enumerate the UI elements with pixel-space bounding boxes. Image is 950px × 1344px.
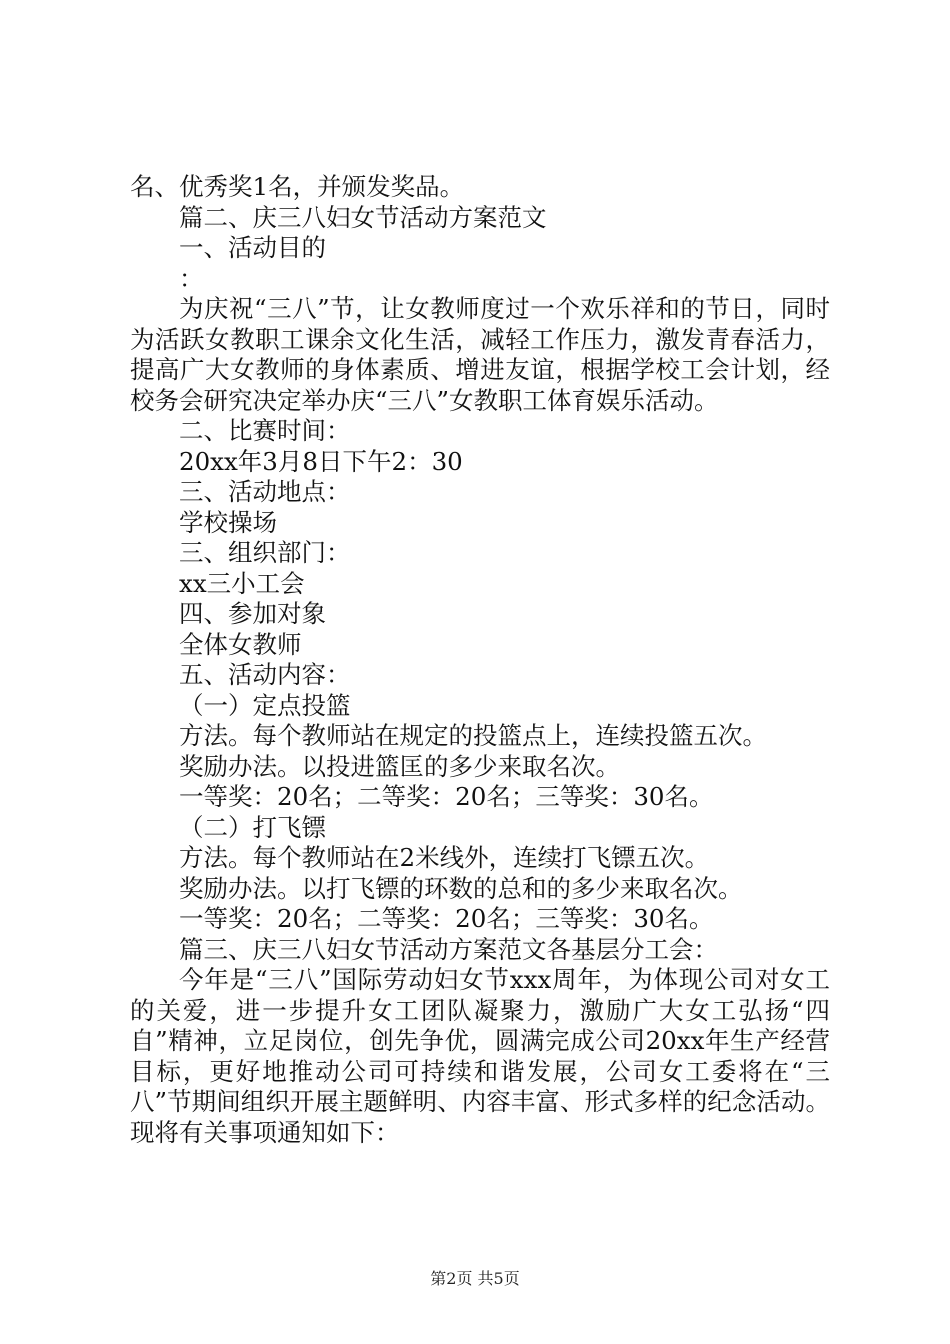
text-line: xx三小工会 — [179, 568, 305, 598]
section-heading: 篇三、庆三八妇女节活动方案范文各基层分工会： — [179, 934, 718, 964]
text-line: ： — [179, 263, 204, 293]
text-line: 20xx年3月8日下午2：30 — [179, 446, 463, 476]
subsection-heading: （二）打飞镖 — [179, 812, 326, 842]
body-paragraph: 为庆祝“三八”节，让女教师度过一个欢乐祥和的节日，同时为活跃女教职工课余文化生活，减轻工作压力，激发青春活力，提高广大女教师的身体素质、增进友谊，根据学校工会计划，经校务会研究决定举办庆“三八”女教职工体育娱乐活动。 — [130, 294, 830, 415]
page-footer: 第2页 共5页 — [430, 1269, 520, 1288]
text-line: 一等奖：20名；二等奖：20名；三等奖：30名。 — [179, 904, 714, 933]
section-heading: 篇二、庆三八妇女节活动方案范文 — [179, 202, 547, 232]
section-heading: 五、活动内容： — [179, 660, 351, 689]
text-line: 奖励办法。以打飞镖的环数的总和的多少来取名次。 — [179, 873, 743, 903]
text-line: 方法。每个教师站在规定的投篮点上，连续投篮五次。 — [179, 721, 767, 750]
text-line: 方法。每个教师站在2米线外，连续打飞镖五次。 — [179, 843, 710, 872]
section-heading: 四、参加对象 — [179, 599, 326, 628]
body-paragraph: 今年是“三八”国际劳动妇女节xxx周年，为体现公司对女工的关爱，进一步提升女工团队凝聚力，激励广大女工弘扬“四自”精神，立足岗位，创先争优，圆满完成公司20xx年生产经营目标，更好地推动公司可持续和谐发展，公司女工委将在“三八”节期间组织开展主题鲜明、内容丰富、形式多样的纪念活动。现将有关事项通知如下： — [130, 965, 830, 1147]
section-heading: 一、活动目的 — [179, 233, 326, 262]
section-heading: 二、比赛时间： — [179, 416, 351, 445]
document-body — [130, 172, 830, 1148]
text-line: 奖励办法。以投进篮匡的多少来取名次。 — [179, 751, 620, 781]
subsection-heading: （一）定点投篮 — [179, 690, 351, 720]
section-heading: 三、活动地点： — [179, 477, 351, 506]
section-heading: 三、组织部门： — [179, 538, 351, 567]
text-line: 学校操场 — [179, 507, 277, 537]
text-line: 全体女教师 — [179, 629, 302, 659]
text-line: 名、优秀奖1名，并颁发奖品。 — [130, 172, 465, 201]
text-line: 一等奖：20名；二等奖：20名；三等奖：30名。 — [179, 782, 714, 811]
